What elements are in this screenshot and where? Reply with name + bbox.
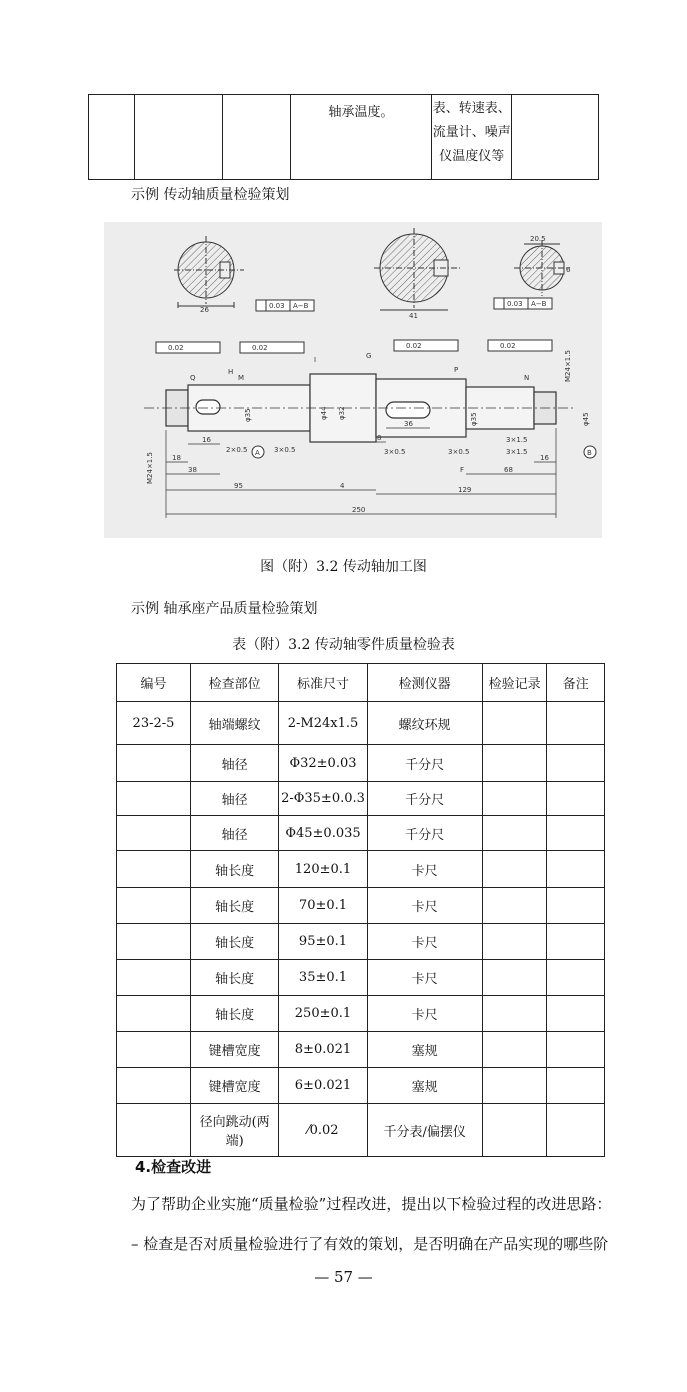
- inspection-table: [116, 663, 605, 1157]
- header-cell: 标准尺寸: [279, 664, 367, 702]
- table-cell: 轴端螺纹: [190, 702, 278, 745]
- table-cell: [547, 1104, 605, 1157]
- table-cell: [117, 996, 191, 1032]
- top-table-cell: 轴承温度。: [290, 95, 431, 180]
- table-cell: [482, 816, 547, 851]
- header-cell: 编号: [117, 664, 191, 702]
- table-cell: [547, 816, 605, 851]
- label-f: F: [460, 466, 465, 474]
- table-row: [117, 1032, 605, 1068]
- table-cell: Φ45±0.035: [279, 816, 367, 851]
- table-cell: 35±0.1: [279, 960, 367, 996]
- table-cell: [482, 996, 547, 1032]
- table-cell: [482, 1032, 547, 1068]
- table-row: [117, 996, 605, 1032]
- table-cell: [547, 745, 605, 782]
- table-cell: [117, 960, 191, 996]
- dia-32: φ32: [338, 406, 346, 420]
- paragraph-1: 为了帮助企业实施“质量检验”过程改进，提出以下检验过程的改进思路：: [131, 1195, 612, 1213]
- datum-b: B: [587, 449, 592, 457]
- top-table-cell: [89, 95, 135, 180]
- table-cell: [117, 924, 191, 960]
- table-cell: [482, 1104, 547, 1157]
- runout-2: 0.02: [252, 344, 268, 352]
- tol-ref-b: A−B: [531, 300, 547, 308]
- label-m: M: [238, 374, 245, 382]
- dia-35b: φ35: [470, 412, 478, 426]
- chamfer-a: 2×0.5: [226, 446, 248, 454]
- example2-label: 示例 轴承座产品质量检验策划: [131, 601, 318, 617]
- dim-8: 8: [377, 434, 382, 442]
- runout-4: 0.02: [500, 342, 516, 350]
- inspection-table-header: [117, 664, 605, 702]
- table-cell: 6±0.021: [279, 1068, 367, 1104]
- table-cell: [117, 1104, 191, 1157]
- table-cell: 轴径: [190, 745, 278, 782]
- tol-ref-a: A−B: [293, 302, 309, 310]
- table-cell: 千分尺: [367, 782, 482, 816]
- thread-a: M24×1.5: [146, 452, 154, 484]
- tol-b: 0.03: [507, 300, 523, 308]
- runout-frames: [156, 340, 552, 353]
- table-cell: [117, 816, 191, 851]
- dim-38: 38: [188, 466, 197, 474]
- table-cell: 塞规: [367, 1032, 482, 1068]
- page-number: — 57 —: [314, 1268, 373, 1286]
- section-heading: 4.检查改进: [135, 1158, 212, 1176]
- table-cell: [547, 924, 605, 960]
- table-cell: [482, 782, 547, 816]
- table-cell: 轴径: [190, 816, 278, 851]
- table-cell: 键槽宽度: [190, 1068, 278, 1104]
- header-cell: 备注: [547, 664, 605, 702]
- chamfer-e: 3×0.5: [448, 448, 470, 456]
- table-cell: 千分尺: [367, 745, 482, 782]
- top-table-cell: [512, 95, 599, 180]
- label-p: P: [454, 366, 459, 374]
- table-cell: 2-Φ35±0.0.3: [279, 782, 367, 816]
- dim-129: 129: [458, 486, 472, 494]
- top-table-cell: [222, 95, 290, 180]
- table-cell: [547, 702, 605, 745]
- header-cell: 检查部位: [190, 664, 278, 702]
- paragraph-2: – 检查是否对质量检验进行了有效的策划，是否明确在产品实现的哪些阶: [131, 1235, 609, 1253]
- table-row: [117, 1104, 605, 1157]
- tol-a: 0.03: [269, 302, 285, 310]
- table-cell: 23-2-5: [117, 702, 191, 745]
- table-cell: 卡尺: [367, 996, 482, 1032]
- table-caption: 表（附）3.2 传动轴零件质量检验表: [232, 637, 455, 653]
- top-table-cell: [135, 95, 223, 180]
- table-cell: [547, 960, 605, 996]
- shaft-drawing: [104, 222, 602, 538]
- table-cell: 卡尺: [367, 888, 482, 924]
- chamfer-b: 3×0.5: [274, 446, 296, 454]
- dim-16b: 16: [540, 454, 549, 462]
- label-n: N: [524, 374, 530, 382]
- label-g: G: [366, 352, 372, 360]
- dim-95: 95: [234, 482, 243, 490]
- table-cell: 2-M24x1.5: [279, 702, 367, 745]
- table-row: [117, 1068, 605, 1104]
- table-cell: 轴长度: [190, 851, 278, 888]
- table-cell: [547, 1068, 605, 1104]
- table-cell: 轴长度: [190, 924, 278, 960]
- dim-26: 26: [200, 306, 209, 314]
- table-cell: 250±0.1: [279, 996, 367, 1032]
- inspection-table-body: [117, 702, 605, 1157]
- header-cell: 检测仪器: [367, 664, 482, 702]
- table-cell: 轴径: [190, 782, 278, 816]
- label-i: I: [314, 356, 317, 364]
- table-row: [117, 924, 605, 960]
- table-cell: 95±0.1: [279, 924, 367, 960]
- table-cell: 70±0.1: [279, 888, 367, 924]
- table-cell: 千分尺: [367, 816, 482, 851]
- table-cell: [482, 745, 547, 782]
- dim-4: 4: [340, 482, 345, 490]
- table-cell: [117, 888, 191, 924]
- dia-45: φ45: [582, 412, 590, 426]
- table-cell: [117, 1068, 191, 1104]
- figure-caption: 图（附）3.2 传动轴加工图: [260, 559, 427, 575]
- chamfer-d: 3×1.5: [506, 436, 528, 444]
- shaft-drawing-svg: [104, 222, 602, 538]
- dim-41: 41: [409, 312, 418, 320]
- top-table-cell: 表、转速表、 流量计、噪声 仪温度仪等: [432, 95, 512, 180]
- table-cell: 螺纹环规: [367, 702, 482, 745]
- table-cell: [482, 888, 547, 924]
- table-cell: [117, 1032, 191, 1068]
- table-cell: [547, 996, 605, 1032]
- table-cell: 卡尺: [367, 924, 482, 960]
- top-table-row: [89, 95, 599, 180]
- table-cell: [117, 782, 191, 816]
- table-cell: 120±0.1: [279, 851, 367, 888]
- chamfer-c: 3×0.5: [384, 448, 406, 456]
- example1-label: 示例 传动轴质量检验策划: [131, 187, 290, 203]
- table-cell: [547, 782, 605, 816]
- dia-44: φ44: [320, 406, 328, 420]
- dim-18: 18: [172, 454, 181, 462]
- dim-6: 6: [566, 266, 571, 274]
- dim-36: 36: [404, 420, 413, 428]
- table-cell: [482, 960, 547, 996]
- table-cell: 轴长度: [190, 888, 278, 924]
- table-cell: [547, 888, 605, 924]
- section-view-middle: [374, 228, 460, 310]
- table-cell: [117, 745, 191, 782]
- thread-b: M24×1.5: [564, 350, 572, 382]
- header-cell: 检验记录: [482, 664, 547, 702]
- table-row: [117, 782, 605, 816]
- table-cell: 塞规: [367, 1068, 482, 1104]
- runout-3: 0.02: [406, 342, 422, 350]
- table-cell: 卡尺: [367, 851, 482, 888]
- runout-1: 0.02: [168, 344, 184, 352]
- dim-250: 250: [352, 506, 366, 514]
- table-cell: 轴长度: [190, 960, 278, 996]
- dim-68: 68: [504, 466, 513, 474]
- chamfer-f: 3×1.5: [506, 448, 528, 456]
- table-cell: 轴长度: [190, 996, 278, 1032]
- label-h: H: [228, 368, 234, 376]
- table-cell: [547, 1032, 605, 1068]
- table-cell: 径向跳动(两 端): [190, 1104, 278, 1157]
- table-cell: [482, 924, 547, 960]
- table-row: [117, 851, 605, 888]
- table-cell: 键槽宽度: [190, 1032, 278, 1068]
- table-cell: 千分表/偏摆仪: [367, 1104, 482, 1157]
- table-cell: [482, 1068, 547, 1104]
- dia-35a: φ35: [244, 408, 252, 422]
- table-row: [117, 745, 605, 782]
- label-q: Q: [190, 374, 196, 382]
- table-row: [117, 960, 605, 996]
- dim-16a: 16: [202, 436, 211, 444]
- table-row: [117, 888, 605, 924]
- table-cell: [547, 851, 605, 888]
- table-cell: ⁄0.02: [279, 1104, 367, 1157]
- table-cell: [117, 851, 191, 888]
- table-cell: 卡尺: [367, 960, 482, 996]
- table-row: [117, 816, 605, 851]
- table-cell: Φ32±0.03: [279, 745, 367, 782]
- section-view-right: [514, 240, 570, 296]
- section-view-left: [174, 236, 244, 308]
- shaft-body: [144, 374, 574, 442]
- table-cell: 8±0.021: [279, 1032, 367, 1068]
- table-cell: [482, 851, 547, 888]
- table-cell: [482, 702, 547, 745]
- table-row: [117, 702, 605, 745]
- top-table-fragment: [88, 94, 599, 180]
- datum-a: A: [255, 449, 260, 457]
- dim-20-5: 20.5: [530, 235, 546, 243]
